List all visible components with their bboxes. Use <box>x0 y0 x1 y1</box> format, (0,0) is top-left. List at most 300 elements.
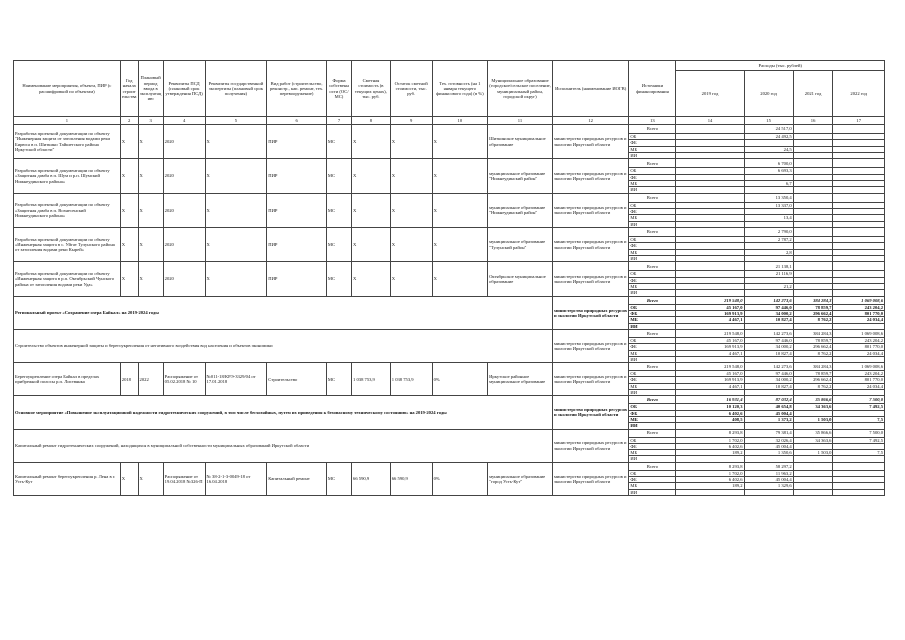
source-label: Всего <box>629 228 676 237</box>
cell-c10: 0% <box>432 363 487 396</box>
column-number: 7 <box>326 117 351 125</box>
value-v2021: 1 503,0 <box>793 416 833 422</box>
value-v2021: 8 762,2 <box>793 317 833 323</box>
value-v2022: 7 492,5 <box>833 404 885 410</box>
cell-c2: 2018 <box>120 363 138 396</box>
value-v2021: 1 503,0 <box>793 450 833 456</box>
column-number: 10 <box>432 117 487 125</box>
value-v2019: 4 467,1 <box>676 350 744 356</box>
value-v2022: 801 770,0 <box>833 311 885 317</box>
source-label: ФБ <box>629 377 676 383</box>
value-v2021: 78 859,7 <box>793 371 833 377</box>
cell-c9: 66 590,9 <box>390 462 432 495</box>
col-estimate-header: Сметная стоимость (в текущих ценах), тыс. руб. <box>352 61 391 117</box>
source-label: МБ <box>629 215 676 221</box>
value-v2021 <box>793 489 833 495</box>
value-v2021 <box>793 462 833 470</box>
source-label: ИИ <box>629 187 676 193</box>
col-sources-header: Источники финансирования <box>629 61 676 117</box>
value-v2019: 45 167,0 <box>676 337 744 343</box>
cell-c8: Х <box>352 193 391 227</box>
value-v2019 <box>676 125 744 134</box>
cell-c6: ПИР <box>267 159 327 193</box>
column-number: 8 <box>352 117 391 125</box>
value-v2019: 169 913,9 <box>676 377 744 383</box>
value-v2019: 169 913,9 <box>676 311 744 317</box>
value-v2020: 97 446,0 <box>744 304 793 310</box>
regional-project-title: Региональный проект «Сохранение озера Байкал» на 2019-2024 годы <box>14 296 553 329</box>
column-number: 16 <box>793 117 833 125</box>
cell-c9: Х <box>390 228 432 262</box>
cell-c8: 1 038 753,9 <box>352 363 391 396</box>
value-v2022: 801 770,0 <box>833 377 885 383</box>
value-v2019: 1 702,0 <box>676 470 744 476</box>
value-v2020: 13 350,4 <box>744 193 793 202</box>
object-name: Разработка проектной документации по объекту «Инженерная защита в р.п. Октябрьский Чунского района от затопления водами реки Уда» <box>14 262 121 296</box>
value-v2020: 97 446,0 <box>744 337 793 343</box>
value-v2020: 45 004,4 <box>744 443 793 449</box>
value-v2019: 8 293,8 <box>676 429 744 437</box>
value-v2019: 45 167,0 <box>676 371 744 377</box>
regional-project-row <box>14 296 885 304</box>
source-label: ФБ <box>629 477 676 483</box>
value-v2021: 34 363,6 <box>793 404 833 410</box>
value-v2022: 7 492,5 <box>833 437 885 443</box>
value-v2022 <box>833 489 885 495</box>
source-label: Всего <box>629 125 676 134</box>
value-v2020: 10 827,4 <box>744 317 793 323</box>
cell-c6: Строительство <box>267 363 327 396</box>
cell-c3: Х <box>138 228 163 262</box>
cell-c3: 2022 <box>138 363 163 396</box>
baikal-object-row <box>14 363 885 371</box>
cell-c7: МС <box>326 193 351 227</box>
value-v2019 <box>676 159 744 168</box>
column-number: 2 <box>120 117 138 125</box>
cell-c6: ПИР <box>267 228 327 262</box>
executor-cell: министерство природных ресурсов и экологии Иркутской области <box>552 193 628 227</box>
source-label: МБ <box>629 249 676 255</box>
value-v2022: 801 770,0 <box>833 344 885 350</box>
object-name: Разработка проектной документации по объекту "Инженерная защита от затопления водами реки Бирюса в п. Шиткино Тайшетского района Иркутской области" <box>14 125 121 159</box>
value-v2019 <box>676 228 744 237</box>
cell-c8: 66 590,9 <box>352 462 391 495</box>
cell-c6: ПИР <box>267 125 327 159</box>
value-v2020: 1 350,6 <box>744 450 793 456</box>
value-v2019: 219 548,0 <box>676 296 744 304</box>
value-v2019 <box>676 489 744 495</box>
value-v2022 <box>833 228 885 237</box>
year-2022-header: 2022 год <box>833 71 885 117</box>
col-ownership-header: Форма собственности (ОС/МС) <box>326 61 351 117</box>
cell-c10: Х <box>432 193 487 227</box>
value-v2021: 384 284,3 <box>793 329 833 337</box>
executor-cell: министерство природных ресурсов и экологии Иркутской области <box>552 329 628 362</box>
cell-c2: Х <box>120 125 138 159</box>
cell-c5: Х <box>205 262 267 296</box>
cell-c7: МС <box>326 262 351 296</box>
value-v2021: 384 284,3 <box>793 363 833 371</box>
source-label: Всего <box>629 296 676 304</box>
value-v2022 <box>833 159 885 168</box>
year-2020-header: 2020 год <box>744 71 793 117</box>
executor-cell: министерство природных ресурсов и экологии Иркутской области <box>552 125 628 159</box>
cell-c9: Х <box>390 125 432 159</box>
source-label: ОБ <box>629 337 676 343</box>
repair-row <box>14 429 885 437</box>
source-label: Всего <box>629 329 676 337</box>
source-label: Всего <box>629 262 676 271</box>
source-label: ОБ <box>629 470 676 476</box>
value-v2020: 24 517,0 <box>744 125 793 134</box>
col-work-type-header: Вид работ (строительство, реконстр., кап. ремонт, тех. перевооружение) <box>267 61 327 117</box>
source-label: ИИ <box>629 323 676 329</box>
source-label: МБ <box>629 416 676 422</box>
value-v2022: 24 034,4 <box>833 383 885 389</box>
municipality-cell: Шиткинское муниципальное образование <box>488 125 553 159</box>
value-v2021: 35 866,6 <box>793 429 833 437</box>
value-v2020: 2 787,2 <box>744 236 793 242</box>
value-v2020: 11 963,2 <box>744 470 793 476</box>
value-v2020: 34 000,2 <box>744 377 793 383</box>
value-v2020: 13,4 <box>744 215 793 221</box>
value-v2019: 45 167,0 <box>676 304 744 310</box>
value-v2021: 78 859,7 <box>793 304 833 310</box>
table-body <box>14 61 885 496</box>
value-v2020: 97 446,0 <box>744 371 793 377</box>
value-v2022: 1 069 008,6 <box>833 329 885 337</box>
value-v2021 <box>793 228 833 237</box>
col-remaining-header: Остаток сметной стоимости, тыс. руб. <box>390 61 432 117</box>
source-label: МБ <box>629 146 676 152</box>
cell-c7: МС <box>326 462 351 495</box>
value-v2020: 21 138,1 <box>744 262 793 271</box>
municipality-cell: Октябрьское муниципальное образование <box>488 262 553 296</box>
cell-c8: Х <box>352 159 391 193</box>
source-label: ОБ <box>629 437 676 443</box>
source-label: ИИ <box>629 290 676 296</box>
value-v2019 <box>676 193 744 202</box>
header-row <box>14 61 885 71</box>
value-v2020: 10 827,4 <box>744 383 793 389</box>
column-number: 11 <box>488 117 553 125</box>
source-label: ФБ <box>629 140 676 146</box>
object-name: Разработка проектной документации по объекту «Защитная дамба в п. Вознесенский Нижнеудинского района» <box>14 193 121 227</box>
project-row <box>14 262 885 271</box>
cell-c5: № 38-2-1-3-0049-18 от 16.04.2018 <box>205 462 267 495</box>
column-number: 4 <box>163 117 205 125</box>
value-v2020: 40 654,8 <box>744 404 793 410</box>
value-v2020: 21 116,9 <box>744 271 793 277</box>
repair-title: Капитальный ремонт гидротехнических сооружений, находящихся в муниципальной собственности муниципальных образований Иркутской области <box>14 429 553 462</box>
column-number: 12 <box>552 117 628 125</box>
value-v2021 <box>793 125 833 134</box>
cell-c3: Х <box>138 125 163 159</box>
column-number-row <box>14 117 885 125</box>
executor-cell: министерство природных ресурсов и экологии Иркутской области <box>552 462 628 495</box>
cell-c7: МС <box>326 228 351 262</box>
municipality-cell: муниципальное образование "город Усть-Кут" <box>488 462 553 495</box>
value-v2022 <box>833 262 885 271</box>
col-name-header: Наименование мероприятия, объекта, ПИР (с расшифровкой по объектам) <box>14 61 121 117</box>
source-label: ФБ <box>629 208 676 214</box>
source-label: МБ <box>629 483 676 489</box>
source-label: ОБ <box>629 271 676 277</box>
cell-c5: Х <box>205 193 267 227</box>
value-v2020: 1 329,6 <box>744 483 793 489</box>
source-label: Всего <box>629 363 676 371</box>
cell-c2: Х <box>120 462 138 495</box>
value-v2019: 6 402,6 <box>676 477 744 483</box>
value-v2022: 7,5 <box>833 416 885 422</box>
cell-c7: МС <box>326 159 351 193</box>
source-label: ИИ <box>629 221 676 227</box>
value-v2021 <box>793 193 833 202</box>
cell-c8: Х <box>352 262 391 296</box>
source-label: ФБ <box>629 174 676 180</box>
value-v2022: 243 204,2 <box>833 337 885 343</box>
project-row <box>14 228 885 237</box>
value-v2019: 1 702,0 <box>676 437 744 443</box>
cell-c8: Х <box>352 125 391 159</box>
value-v2022: 7 500,0 <box>833 429 885 437</box>
cell-c2: Х <box>120 159 138 193</box>
cell-c4: 2020 <box>163 159 205 193</box>
ust-kut-object-row <box>14 462 885 470</box>
municipality-cell: Иркутское районное муниципальное образование <box>488 363 553 396</box>
cell-c9: Х <box>390 262 432 296</box>
source-label: ОБ <box>629 168 676 174</box>
cell-c5: Х <box>205 159 267 193</box>
project-row <box>14 193 885 202</box>
value-v2020: 6 700,0 <box>744 159 793 168</box>
cell-c9: 1 038 753,9 <box>390 363 432 396</box>
value-v2019: 219 548,0 <box>676 363 744 371</box>
value-v2019: 408,5 <box>676 416 744 422</box>
value-v2020: 58 297,2 <box>744 462 793 470</box>
col-psd-header: Реквизиты ПСД (плановый срок утверждения ПСД) <box>163 61 205 117</box>
executor-cell: министерство природных ресурсов и экологии Иркутской области <box>552 363 628 396</box>
value-v2022: 243 204,2 <box>833 371 885 377</box>
cell-c4: 2020 <box>163 262 205 296</box>
source-label: ИИ <box>629 152 676 158</box>
source-label: ФБ <box>629 311 676 317</box>
col-municipality-header: Муниципальное образование (городское/сельское поселение, муниципальный район, городской округ) <box>488 61 553 117</box>
cell-c4: Распоряжение от 19.04.2018 №326-П <box>163 462 205 495</box>
value-v2020: 79 381,4 <box>744 429 793 437</box>
cell-c10: Х <box>432 125 487 159</box>
value-v2020: 45 004,4 <box>744 477 793 483</box>
source-label: ИИ <box>629 456 676 462</box>
value-v2020: 142 273,6 <box>744 363 793 371</box>
executor-cell: министерство природных ресурсов и экологии Иркутской области <box>552 262 628 296</box>
safety-measure-title: Основное мероприятие «Повышение эксплуатационной надежности гидротехнических сооружений, в том числе бесхозяйных, путем их приведения к безопасному техническому состоянию» на 2019-2024 годы <box>14 396 553 429</box>
value-v2021: 296 662,4 <box>793 344 833 350</box>
cell-c4: 2020 <box>163 228 205 262</box>
value-v2019 <box>676 262 744 271</box>
source-label: ИИ <box>629 489 676 495</box>
column-number: 15 <box>744 117 793 125</box>
source-label: Всего <box>629 193 676 202</box>
source-label: МБ <box>629 180 676 186</box>
safety-measure-row <box>14 396 885 404</box>
construction-title: Строительство объектов инженерной защиты и берегоукрепления от негативного воздействия вод населения и объектов экономики <box>14 329 553 362</box>
value-v2021: 35 866,6 <box>793 396 833 404</box>
column-number: 14 <box>676 117 744 125</box>
value-v2021: 78 859,7 <box>793 337 833 343</box>
col-expertise-header: Реквизиты государственной экспертизы (плановый срок получения) <box>205 61 267 117</box>
value-v2020: 24,5 <box>744 146 793 152</box>
cell-c6: ПИР <box>267 262 327 296</box>
value-v2019: 8 293,8 <box>676 462 744 470</box>
cell-c3: Х <box>138 462 163 495</box>
value-v2020 <box>744 489 793 495</box>
source-label: ИИ <box>629 256 676 262</box>
year-2019-header: 2019 год <box>676 71 744 117</box>
value-v2022: 7,5 <box>833 450 885 456</box>
value-v2020: 142 273,6 <box>744 296 793 304</box>
value-v2022: 1 069 008,6 <box>833 296 885 304</box>
value-v2020: 87 032,4 <box>744 396 793 404</box>
construction-row <box>14 329 885 337</box>
executor-cell: министерство природных ресурсов и экологии Иркутской области <box>552 396 628 429</box>
cell-c5: Х <box>205 125 267 159</box>
cell-c7: МС <box>326 125 351 159</box>
cell-c5: №011-18/КРЭ-3329/04 от 17.01.2018 <box>205 363 267 396</box>
object-name: Капитальный ремонт берегоукрепления р. Лена в г. Усть-Кут <box>14 462 121 495</box>
value-v2020: 24 492,5 <box>744 133 793 139</box>
source-label: ОБ <box>629 236 676 242</box>
source-label: Всего <box>629 396 676 404</box>
value-v2021: 296 662,4 <box>793 311 833 317</box>
cell-c4: Распоряжение от 05.02.2018 № 10 <box>163 363 205 396</box>
value-v2022: 24 034,4 <box>833 350 885 356</box>
source-label: ФБ <box>629 443 676 449</box>
value-v2019: 10 120,3 <box>676 404 744 410</box>
col-year-start-header: Год начала строительства <box>120 61 138 117</box>
executor-cell: министерство природных ресурсов и экологии Иркутской области <box>552 296 628 329</box>
value-v2020: 10 827,4 <box>744 350 793 356</box>
cell-c2: Х <box>120 228 138 262</box>
cell-c8: Х <box>352 228 391 262</box>
cell-c3: Х <box>138 193 163 227</box>
value-v2022: 7 500,0 <box>833 396 885 404</box>
object-name: Берегоукрепление озера Байкал в пределах прибрежной полосы р.п. Листвянка <box>14 363 121 396</box>
cell-c10: Х <box>432 262 487 296</box>
project-row <box>14 159 885 168</box>
cell-c6: Капитальный ремонт <box>267 462 327 495</box>
source-label: МБ <box>629 284 676 290</box>
source-label: ИИ <box>629 390 676 396</box>
object-name: Разработка проектной документации по объекту «Защитная дамба в п. Шум и р.п. Шумский Нижнеудинского района» <box>14 159 121 193</box>
source-label: МБ <box>629 350 676 356</box>
source-label: ФБ <box>629 243 676 249</box>
executor-cell: министерство природных ресурсов и экологии Иркутской области <box>552 159 628 193</box>
cell-c4: 2020 <box>163 193 205 227</box>
source-label: ФБ <box>629 410 676 416</box>
source-label: Всего <box>629 429 676 437</box>
cell-c6: ПИР <box>267 193 327 227</box>
value-v2020: 45 004,4 <box>744 410 793 416</box>
cell-c2: Х <box>120 262 138 296</box>
source-label: МБ <box>629 450 676 456</box>
value-v2020: 21,2 <box>744 284 793 290</box>
source-label: ФБ <box>629 277 676 283</box>
source-label: МБ <box>629 383 676 389</box>
cell-c3: Х <box>138 159 163 193</box>
cell-c4: 2020 <box>163 125 205 159</box>
value-v2019: 6 402,6 <box>676 410 744 416</box>
municipality-cell: муниципальное образование "Нижнеудинский район" <box>488 193 553 227</box>
value-v2020: 6,7 <box>744 180 793 186</box>
value-v2021: 34 363,6 <box>793 437 833 443</box>
value-v2022 <box>833 125 885 134</box>
source-label: ОБ <box>629 304 676 310</box>
value-v2020: 13 337,0 <box>744 202 793 208</box>
source-label: Всего <box>629 462 676 470</box>
source-label: ФБ <box>629 344 676 350</box>
value-v2019: 4 467,1 <box>676 383 744 389</box>
source-label: МБ <box>629 317 676 323</box>
value-v2021 <box>793 262 833 271</box>
municipality-cell: муниципальное образование "Нижнеудинский район" <box>488 159 553 193</box>
year-2021-header: 2021 год <box>793 71 833 117</box>
cell-c7: МС <box>326 363 351 396</box>
source-label: ОБ <box>629 371 676 377</box>
cell-c10: Х <box>432 159 487 193</box>
budget-table-sheet <box>13 60 885 496</box>
value-v2020: 34 000,2 <box>744 344 793 350</box>
value-v2020: 32 026,4 <box>744 437 793 443</box>
value-v2021: 8 762,2 <box>793 350 833 356</box>
value-v2020: 34 000,2 <box>744 311 793 317</box>
column-number: 3 <box>138 117 163 125</box>
value-v2019: 219 548,0 <box>676 329 744 337</box>
source-label: ОБ <box>629 202 676 208</box>
value-v2020: 2 790,0 <box>744 228 793 237</box>
column-number: 1 <box>14 117 121 125</box>
value-v2019: 189,2 <box>676 450 744 456</box>
value-v2019: 6 402,6 <box>676 443 744 449</box>
municipality-cell: муниципальное образование "Тулунский район" <box>488 228 553 262</box>
value-v2019: 16 931,4 <box>676 396 744 404</box>
value-v2019: 189,2 <box>676 483 744 489</box>
value-v2019: 169 913,9 <box>676 344 744 350</box>
col-executor-header: Исполнитель (наименование ИОГВ) <box>552 61 628 117</box>
value-v2021: 384 284,3 <box>793 296 833 304</box>
cell-c9: Х <box>390 193 432 227</box>
source-label: ИИ <box>629 356 676 362</box>
source-label: Всего <box>629 159 676 168</box>
value-v2020: 2,8 <box>744 249 793 255</box>
executor-cell: министерство природных ресурсов и экологии Иркутской области <box>552 429 628 462</box>
source-label: ОБ <box>629 404 676 410</box>
value-v2020: 6 693,3 <box>744 168 793 174</box>
value-v2021: 296 662,4 <box>793 377 833 383</box>
col-planned-year-header: Плановый период ввода в эксплуатацию <box>138 61 163 117</box>
column-number: 9 <box>390 117 432 125</box>
column-number: 6 <box>267 117 327 125</box>
value-v2022 <box>833 193 885 202</box>
cell-c5: Х <box>205 228 267 262</box>
source-label: ИИ <box>629 423 676 429</box>
value-v2021: 8 762,2 <box>793 383 833 389</box>
value-v2019: 4 467,1 <box>676 317 744 323</box>
value-v2020: 1 373,2 <box>744 416 793 422</box>
cell-c10: 0% <box>432 462 487 495</box>
column-number: 5 <box>205 117 267 125</box>
column-number: 17 <box>833 117 885 125</box>
